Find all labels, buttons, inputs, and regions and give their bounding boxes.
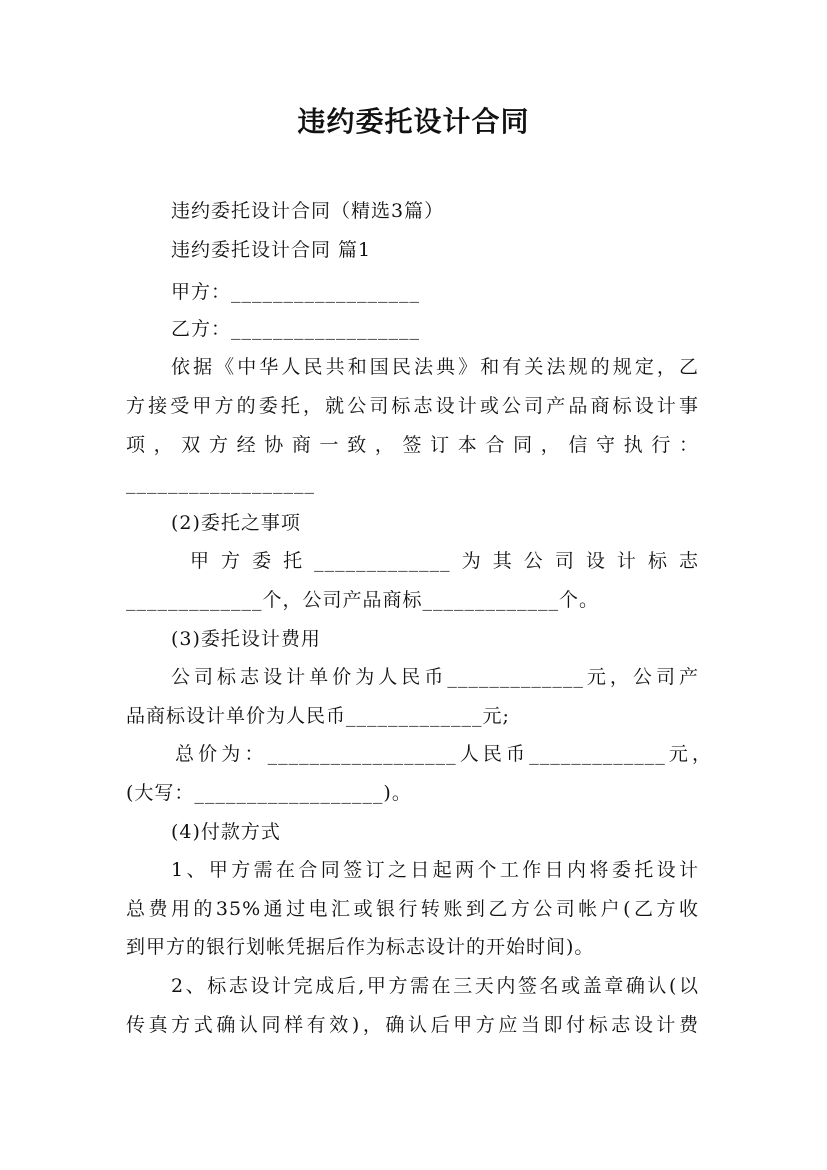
text-line-section-4: (4)付款方式 [171, 821, 281, 843]
text-line-total-capital: (大写：__________________)。 [126, 782, 412, 804]
text-line-total-price: 总价为：__________________人民币_____________元， [175, 743, 712, 765]
text-line-paragraph-1b: 方接受甲方的委托，就公司标志设计或公司产品商标设计事 [126, 395, 699, 417]
text-line-subtitle: 违约委托设计合同（精选3篇） [171, 200, 445, 222]
text-line-section-4-item-1a: 1、甲方需在合同签订之日起两个工作日内将委托设计 [171, 859, 699, 881]
text-line-section-4-item-2b: 传真方式确认同样有效)，确认后甲方应当即付标志设计费 [126, 1014, 699, 1036]
text-line-section-4-item-2a: 2、标志设计完成后,甲方需在三天内签名或盖章确认(以 [171, 975, 699, 997]
text-line-section-3-body-b: 品商标设计单价为人民币_____________元; [126, 705, 510, 727]
text-line-article-heading: 违约委托设计合同 篇1 [171, 239, 372, 261]
text-line-paragraph-1c: 项，双方经协商一致，签订本合同，信守执行： [126, 434, 699, 456]
text-line-party-b: 乙方：__________________ [171, 318, 421, 340]
text-line-section-2-body-b: _____________个，公司产品商标_____________个。 [126, 589, 600, 611]
text-line-section-2: (2)委托之事项 [171, 512, 301, 534]
text-line-section-4-item-1c: 到甲方的银行划帐凭据后作为标志设计的开始时间)。 [126, 936, 595, 958]
document-title: 违约委托设计合同 [297, 105, 530, 138]
text-line-section-4-item-1b: 总费用的35%通过电汇或银行转账到乙方公司帐户(乙方收 [126, 898, 699, 920]
text-line-party-a: 甲方：__________________ [171, 281, 421, 303]
text-line-blank: __________________ [126, 472, 315, 494]
text-line-paragraph-1a: 依据《中华人民共和国民法典》和有关法规的规定，乙 [171, 356, 699, 378]
text-line-section-3: (3)委托设计费用 [171, 628, 321, 650]
text-line-section-2-body-a: 甲方委托_____________为其公司设计标志 [190, 550, 699, 572]
text-line-section-3-body-a: 公司标志设计单价为人民币_____________元，公司产 [171, 666, 699, 688]
